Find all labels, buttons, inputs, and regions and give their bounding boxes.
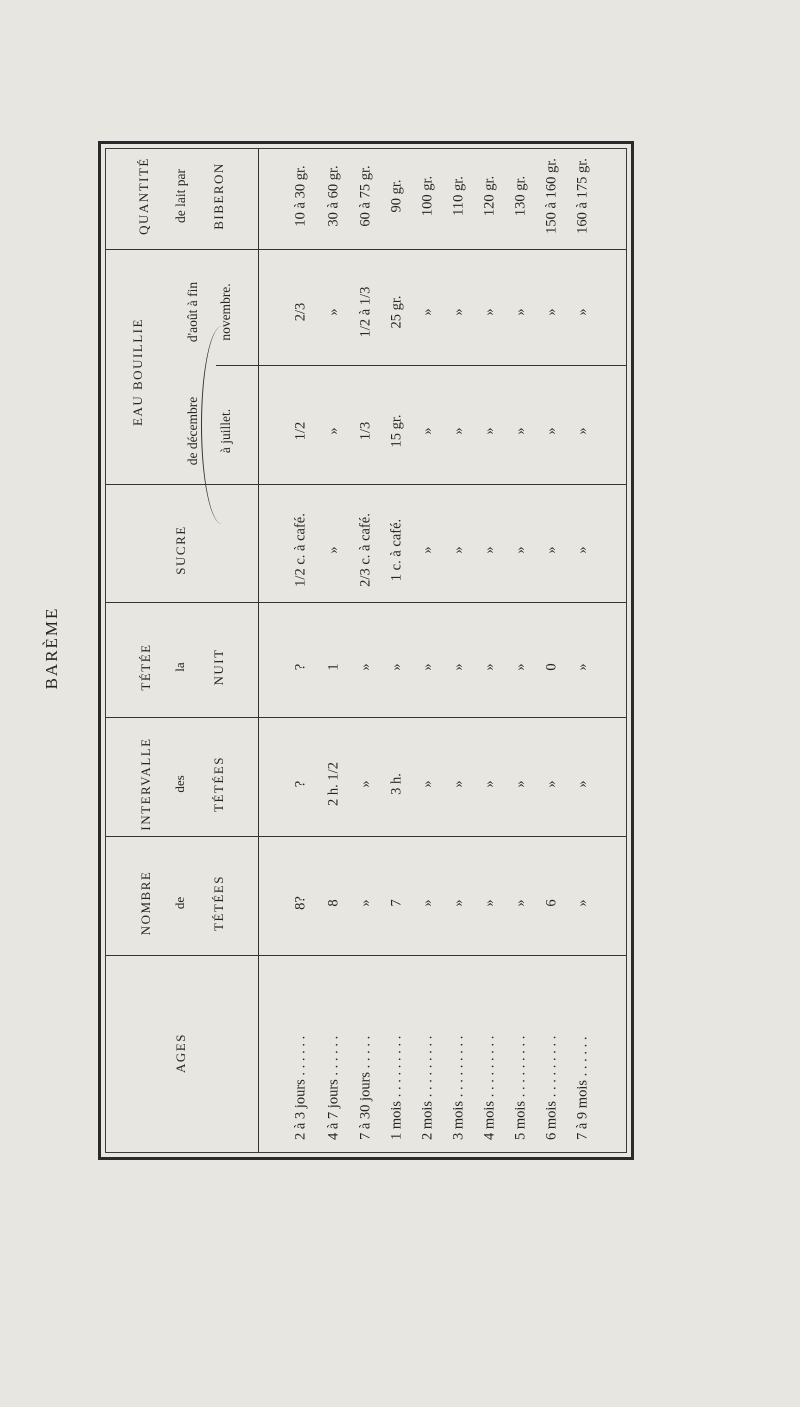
row-quantite: 30 à 60 gr. (325, 165, 342, 227)
header-nombre-3: TÉTÉES (211, 875, 226, 931)
header-intervalle-2: des (172, 775, 187, 793)
header-sucre: SUCRE (173, 525, 188, 575)
header-quantite-2: de lait par (173, 169, 188, 223)
col-separator (106, 717, 626, 718)
header-nuit-2: la (172, 662, 187, 672)
row-nuit: » (419, 663, 436, 671)
row-quantite: 10 à 30 gr. (292, 165, 309, 227)
header-nombre-1: NOMBRE (138, 870, 153, 936)
row-quantite: 90 gr. (388, 179, 405, 213)
row-nombre: 6 (543, 899, 560, 907)
row-age: 7 à 30 jours . . . . . (357, 1035, 374, 1140)
row-eau-aout: 25 gr. (388, 295, 405, 329)
row-intervalle: 2 h. 1/2 (325, 762, 342, 806)
col-separator (106, 836, 626, 837)
row-age: 4 à 7 jours . . . . . . (325, 1035, 342, 1140)
row-intervalle: » (419, 780, 436, 788)
row-nuit: » (450, 663, 467, 671)
row-quantite: 100 gr. (419, 175, 436, 217)
row-nombre: » (419, 899, 436, 907)
row-eau-aout: » (574, 308, 591, 316)
col-separator (106, 484, 626, 485)
row-quantite: 150 à 160 gr. (543, 158, 560, 234)
row-eau-dec: » (450, 427, 467, 435)
row-eau-aout: » (419, 308, 436, 316)
header-eau-dec-1: de décembre (185, 396, 200, 466)
row-eau-aout: 2/3 (292, 302, 309, 322)
header-intervalle-1: INTERVALLE (138, 737, 153, 831)
header-rule (258, 149, 259, 1152)
row-age: 6 mois . . . . . . . . . (543, 1035, 560, 1140)
header-nombre-2: de (172, 896, 187, 910)
col-separator (106, 602, 626, 603)
row-nombre: » (512, 899, 529, 907)
header-quantite-3: BIBERON (211, 162, 226, 230)
bareme-table (98, 135, 618, 1160)
row-nombre: » (481, 899, 498, 907)
row-intervalle: 3 h. (388, 773, 405, 795)
row-nuit: » (481, 663, 498, 671)
row-quantite: 160 à 175 gr. (574, 158, 591, 234)
row-intervalle: » (357, 780, 374, 788)
row-eau-dec: 1/2 (292, 421, 309, 441)
row-eau-dec: 1/3 (357, 421, 374, 441)
row-intervalle: ? (292, 780, 309, 788)
row-age: 2 à 3 jours . . . . . . (292, 1035, 309, 1140)
row-eau-dec: » (325, 427, 342, 435)
row-nombre: 8? (292, 896, 309, 910)
row-quantite: 120 gr. (481, 175, 498, 217)
row-sucre: » (481, 546, 498, 554)
row-nombre: » (574, 899, 591, 907)
row-eau-aout: » (450, 308, 467, 316)
row-intervalle: » (543, 780, 560, 788)
header-eau-dec-2: à juillet. (218, 408, 233, 454)
row-nuit: ? (292, 663, 309, 671)
row-nuit: 1 (325, 663, 342, 671)
row-sucre: » (543, 546, 560, 554)
row-intervalle: » (512, 780, 529, 788)
header-quantite-1: QUANTITÉ (136, 157, 151, 235)
row-intervalle: » (574, 780, 591, 788)
row-eau-dec: » (481, 427, 498, 435)
row-eau-dec: » (543, 427, 560, 435)
col-separator (216, 365, 626, 366)
row-eau-aout: » (481, 308, 498, 316)
row-intervalle: » (450, 780, 467, 788)
col-separator (106, 955, 626, 956)
row-eau-dec: » (512, 427, 529, 435)
row-sucre: » (574, 546, 591, 554)
row-nombre: 7 (388, 899, 405, 907)
row-sucre: 1/2 c. à café. (292, 513, 309, 587)
header-eau: EAU BOUILLIE (130, 318, 145, 426)
row-age: 2 mois . . . . . . . . . (419, 1035, 436, 1140)
row-nuit: » (388, 663, 405, 671)
row-nombre: 8 (325, 899, 342, 907)
header-nuit-3: NUIT (211, 648, 226, 686)
row-eau-aout: » (543, 308, 560, 316)
row-sucre: 2/3 c. à café. (357, 513, 374, 587)
row-sucre: 1 c. à café. (388, 518, 405, 582)
header-eau-aout-2: novembre. (218, 283, 233, 341)
row-sucre: » (419, 546, 436, 554)
row-sucre: » (325, 546, 342, 554)
row-quantite: 130 gr. (512, 175, 529, 217)
row-sucre: » (450, 546, 467, 554)
row-quantite: 110 gr. (450, 176, 467, 216)
row-eau-dec: » (419, 427, 436, 435)
page-title: BARÈME (42, 606, 61, 690)
header-intervalle-3: TÉTÉES (211, 756, 226, 812)
row-age: 1 mois . . . . . . . . . (388, 1035, 405, 1140)
row-quantite: 60 à 75 gr. (357, 165, 374, 227)
row-eau-dec: 15 gr. (388, 414, 405, 448)
row-age: 4 mois . . . . . . . . . (481, 1035, 498, 1140)
row-nuit: » (357, 663, 374, 671)
row-eau-aout: » (325, 308, 342, 316)
row-nuit: » (574, 663, 591, 671)
col-separator (106, 249, 626, 250)
row-age: 5 mois . . . . . . . . . (512, 1035, 529, 1140)
row-nombre: » (450, 899, 467, 907)
row-eau-dec: » (574, 427, 591, 435)
row-eau-aout: » (512, 308, 529, 316)
row-nuit: 0 (543, 663, 560, 671)
row-nombre: » (357, 899, 374, 907)
row-age: 3 mois . . . . . . . . . (450, 1035, 467, 1140)
header-ages: AGES (173, 1033, 188, 1073)
row-nuit: » (512, 663, 529, 671)
header-nuit-1: TÉTÉE (138, 643, 153, 691)
header-eau-aout-1: d'août à fin (185, 281, 200, 343)
row-eau-aout: 1/2 à 1/3 (357, 286, 374, 338)
row-sucre: » (512, 546, 529, 554)
row-age: 7 à 9 mois . . . . . . (574, 1036, 591, 1140)
row-intervalle: » (481, 780, 498, 788)
